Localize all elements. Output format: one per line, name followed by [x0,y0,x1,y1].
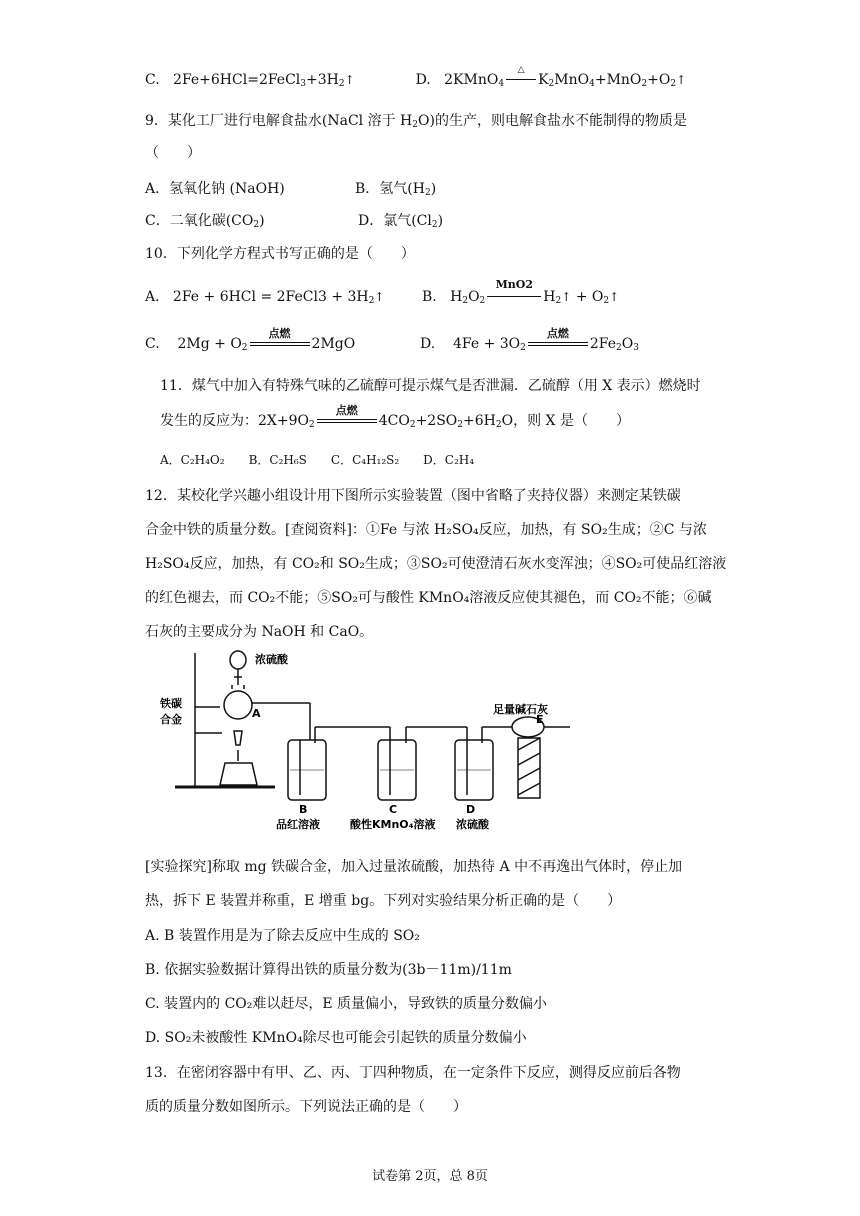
q11-stem-2: 发生的反应为：$2X+9O_2$ 点燃 $4CO_2+2SO_2+6H_2O$，则 X 是（ ） [160,404,630,430]
label-alloy-2: 合金 [160,713,182,726]
q8-options: C. $2Fe+6HCl=2FeCl_3+3H_2↑$ D. 2KMnO$_4$ △ $K_2MnO_4+MnO_2+O_2↑$ [145,65,687,89]
q11-options: A．C₂H₄O₂ B．C₂H₆S C．C₄H₁₂S₂ D．C₂H₄ [160,453,475,467]
label-lime: 足量碱石灰 [493,703,548,716]
label-c: C [389,803,398,816]
q12-line-1: 12．某校化学兴趣小组设计用下图所示实验装置（图中省略了夹持仪器）来测定某铁碳 [145,488,681,504]
q12-option-b: B. 依据实验数据计算得出铁的质量分数为(3b－11m)/11m [145,962,512,978]
q9-stem: 9．某化工厂进行电解食盐水(NaCl 溶于 $H_2O$)的生产，则电解食盐水不能制得的物质是 [145,113,687,130]
q12-line-3: H₂SO₄反应，加热，有 CO₂和 SO₂生成；③SO₂可使澄清石灰水变浑浊；④SO₂可使品红溶液 [145,556,727,572]
label-a: A [252,707,261,720]
q9-option-a: A．氢氧化钠 (NaOH) [145,181,285,197]
q12-line-5: 石灰的主要成分为 NaOH 和 CaO。 [145,624,374,640]
label-b-name: 品红溶液 [276,818,320,831]
q9-option-b: B．氢气$(H_2)$ [355,181,437,198]
q12-para-1: [实验探究]称取 mg 铁碳合金，加入过量浓硫酸，加热待 A 中不再逸出气体时，停止加 [145,859,683,875]
q10-stem: 10．下列化学方程式书写正确的是（ ） [145,246,415,262]
flask-a [224,691,252,719]
label-e: E [536,713,544,726]
label-b: B [299,803,308,816]
q12-line-2: 合金中铁的质量分数。[查阅资料]：①Fe 与浓 H₂SO₄反应，加热，有 SO₂生成；②C 与浓 [145,522,707,538]
q12-option-a: A. B 装置作用是为了除去反应中生成的 SO₂ [145,928,420,944]
q13-line-1: 13．在密闭容器中有甲、乙、丙、丁四种物质，在一定条件下反应，测得反应前后各物 [145,1065,681,1081]
q11-stem-1: 11．煤气中加入有特殊气味的乙硫醇可提示煤气是否泄漏．乙硫醇（用 X 表示）燃烧时 [160,378,701,394]
q9-blank: （ ） [145,145,201,161]
q12-line-4: 的红色褪去，而 CO₂不能；⑤SO₂可与酸性 KMnO₄溶液反应使其褪色，而 CO₂不能；⑥碱 [145,590,712,606]
q10-option-a: A. 2Fe + 6HCl = 2FeCl3 + $3H_2↑$ [145,289,385,306]
q12-option-d: D. SO₂未被酸性 KMnO₄除尽也可能会引起铁的质量分数偏小 [145,1030,527,1046]
burner [220,763,257,785]
label-alloy-1: 铁碳 [160,697,182,710]
q10-option-b: B. $H_2O_2$ MnO2 $H_2↑$ + $O_2↑$ [422,278,620,306]
q12-option-c: C. 装置内的 CO₂难以赶尽，E 质量偏小，导致铁的质量分数偏小 [145,996,548,1012]
dropping-funnel [230,651,246,669]
q13-line-2: 质的质量分数如图所示。下列说法正确的是（ ） [145,1099,467,1115]
page-footer: 试卷第 2页，总 8页 [372,1169,488,1184]
q12-para-2: 热，拆下 E 装置并称重，E 增重 bg。下列对实验结果分析正确的是（ ） [145,893,622,909]
q9-option-c: C．二氧化碳$(CO_2)$ [145,213,265,230]
label-c-name: 酸性KMnO₄溶液 [350,818,436,831]
apparatus-figure [160,645,590,835]
label-acid: 浓硫酸 [255,653,288,666]
label-d-name: 浓硫酸 [456,818,489,831]
label-d: D [466,803,476,816]
q10-option-c: C. $2Mg + O_2$ 点燃 2MgO [145,327,356,353]
q10-option-d: D. $4Fe + 3O_2$ 点燃 $2Fe_2O_3$ [420,327,639,353]
q9-option-d: D．氯气$(Cl_2)$ [358,213,444,230]
